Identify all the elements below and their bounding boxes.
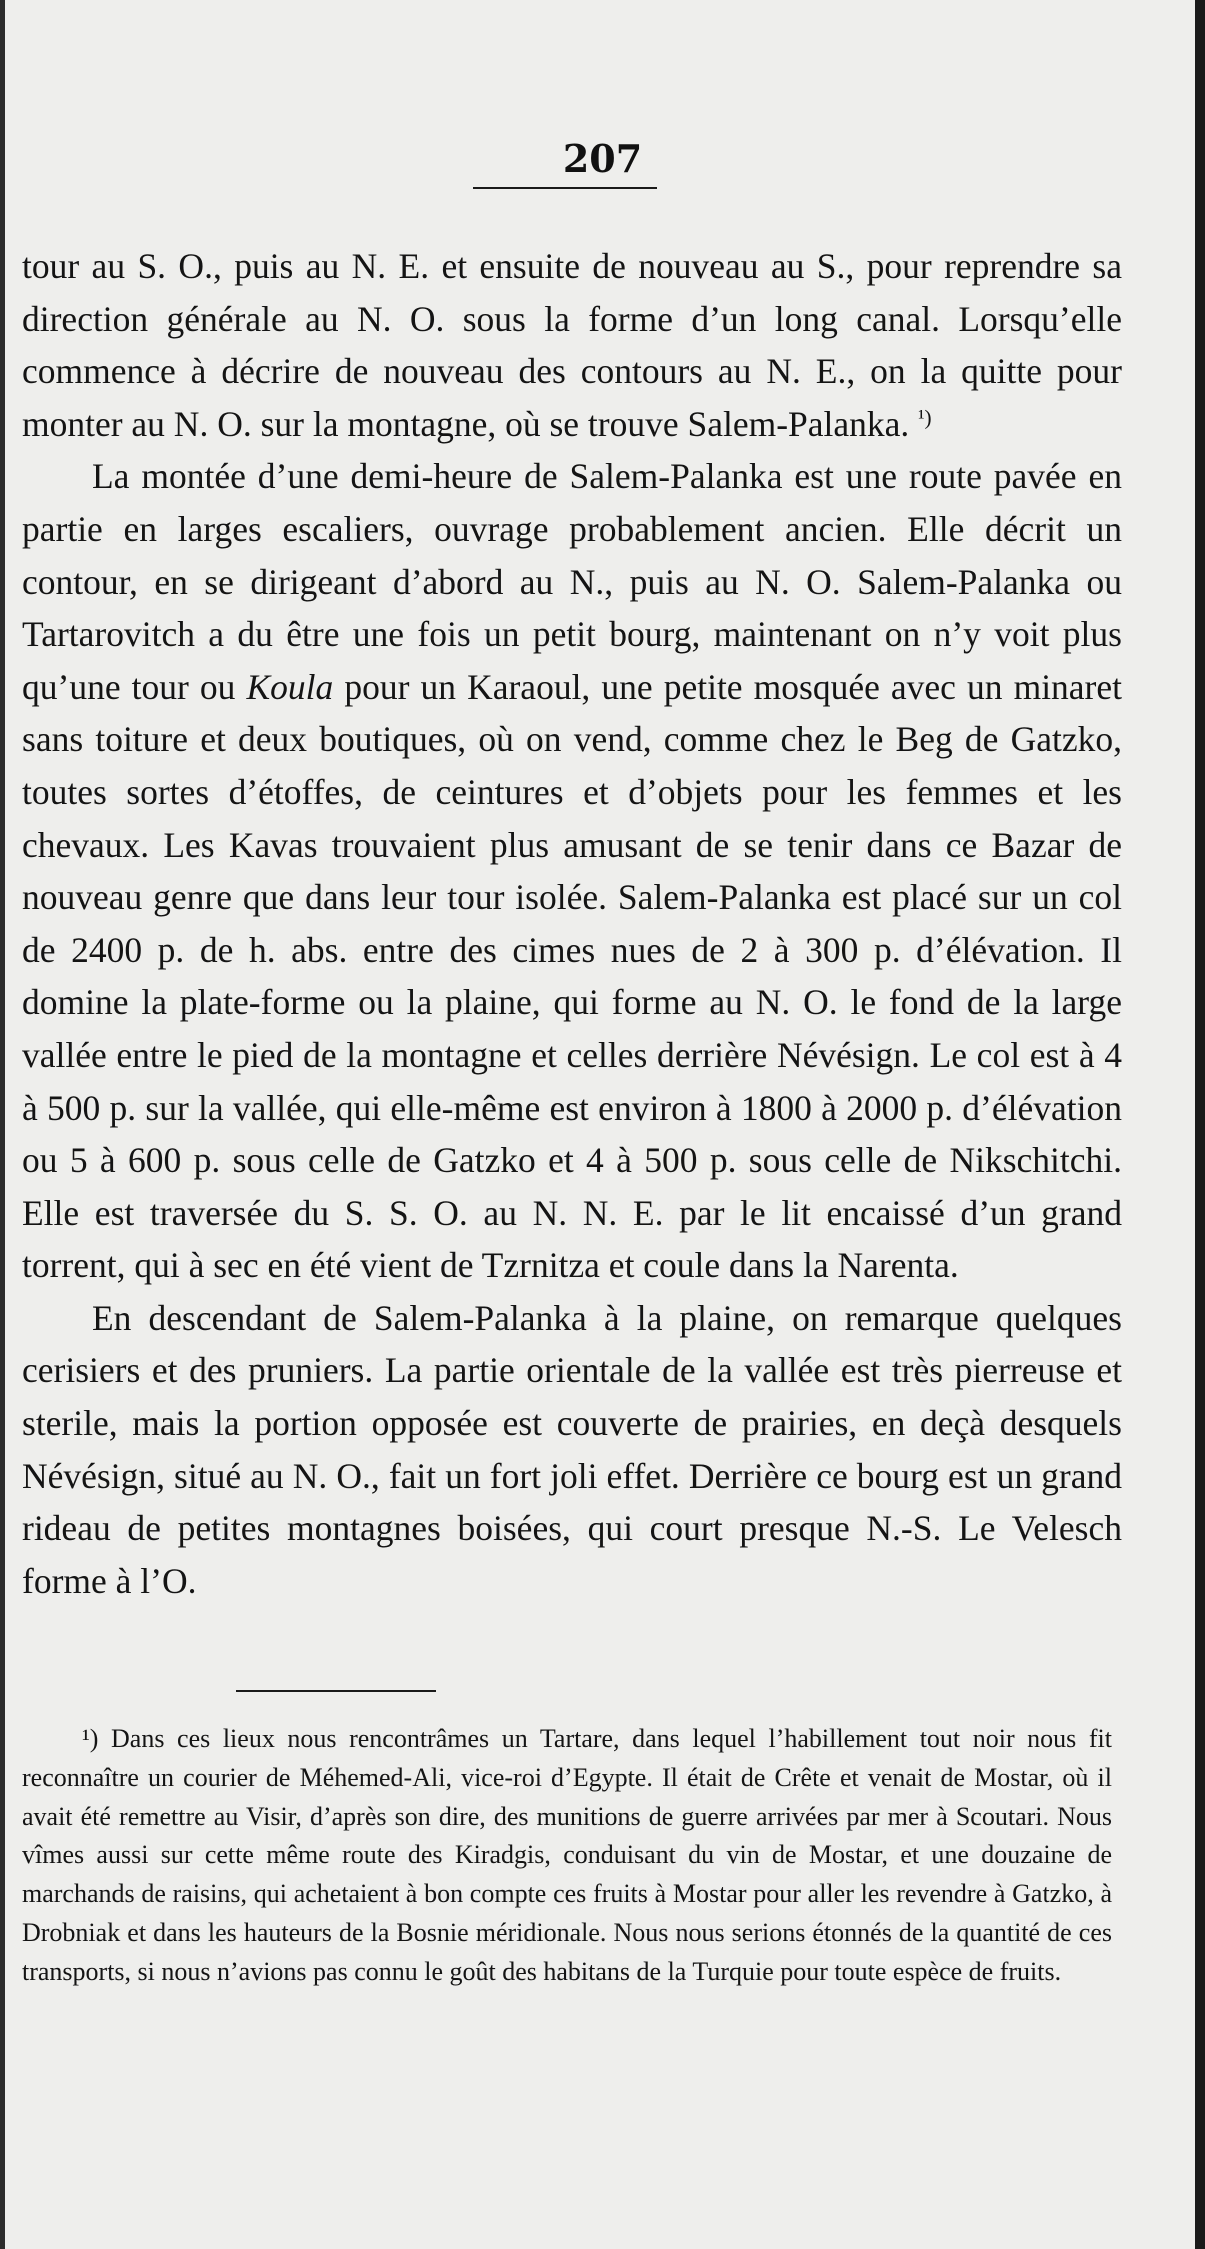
footnote-paragraph [22, 1720, 1112, 1992]
footnote-text: Dans ces lieux nous rencontrâmes un Tartare, dans lequel l’habillement tout noir nous fit reconnaître un courier de Méhemed-Ali, vice-roi d’Egypte. Il était de Crête et venait de Mostar, où il avait été remettre au Visir, d’après son dire, des munitions de guerre arrivées par mer à Scoutari. Nous vîmes aussi sur cette même route des Kiradgis, conduisant du vin de Mostar, et une douzaine de marchands de raisins, qui achetaient à bon compte ces fruits à Mostar pour aller les revendre à Gatzko, à Drobniak et dans les hauteurs de la Bosnie méridionale. Nous nous serions étonnés de la quantité de ces transports, si nous n’avions pas connu le goût des habitans de la Turquie pour toute espèce de fruits. [22, 1724, 1112, 1986]
koula-italic: Koula [246, 666, 334, 707]
paragraph-1-text: tour au S. O., puis au N. E. et ensuite de nouveau au S., pour reprendre sa direction générale au N. O. sous la forme d’un long canal. Lorsqu’elle commence à décrire de nouveau des contours au N. E., on la quitte pour monter au N. O. sur la montagne, où se trouve Salem-Palanka. [22, 246, 1122, 444]
paragraph-2-text-a: La montée d’une demi-heure de Salem-Palanka est une route pavée en partie en larges escaliers, ouvrage probablement ancien. Elle décrit un contour, en se dirigeant d’abord au N., puis au N. O. Salem-Palanka ou Tartarovitch a du être une fois un petit bourg, maintenant on n’y voit plus qu’une tour ou [22, 456, 1122, 707]
footnote-reference: ¹) [918, 405, 932, 430]
paragraph-2 [22, 450, 1122, 1292]
main-text [22, 240, 1122, 1607]
paragraph-3-text: En descendant de Salem-Palanka à la plaine, on remarque quelques cerisiers et des pruniers. La partie orientale de la vallée est très pierreuse et sterile, mais la portion opposée est couverte de prairies, en deçà desquels Névésign, situé au N. O., fait un fort joli effet. Derrière ce bourg est un grand rideau de petites montagnes boisées, qui court presque N.-S. Le Velesch forme à l’O. [22, 1297, 1122, 1601]
paragraph-3 [22, 1292, 1122, 1608]
header-rule [473, 187, 657, 189]
footnote [22, 1720, 1112, 1992]
footnote-rule [236, 1690, 436, 1692]
footnote-marker: ¹) [82, 1724, 99, 1753]
page-left-edge [0, 0, 5, 2249]
page-right-edge [1195, 0, 1205, 2249]
paragraph-2-text-b: pour un Karaoul, une petite mosquée avec un minaret sans toiture et deux boutiques, où on vend, comme chez le Beg de Gatzko, toutes sortes d’étoffes, de ceintures et d’objets pour les femmes et les chevaux. Les Kavas trouvaient plus amusant de se tenir dans ce Bazar de nouveau genre que dans leur tour isolée. Salem-Palanka est placé sur un col de 2400 p. de h. abs. entre des cimes nues de 2 à 300 p. d’élévation. Il domine la plate-forme ou la plaine, qui forme au N. O. le fond de la large vallée entre le pied de la montagne et celles derrière Névésign. Le col est à 4 à 500 p. sur la vallée, qui elle-même est environ à 1800 à 2000 p. d’élévation ou 5 à 600 p. sous celle de Gatzko et 4 à 500 p. sous celle de Nikschitchi. Elle est traversée du S. S. O. au N. N. E. par le lit encaissé d’un grand torrent, qui à sec en été vient de Tzrnitza et coule dans la Narenta. [22, 666, 1123, 1286]
paragraph-1 [22, 240, 1122, 450]
page-number: 207 [562, 136, 643, 181]
